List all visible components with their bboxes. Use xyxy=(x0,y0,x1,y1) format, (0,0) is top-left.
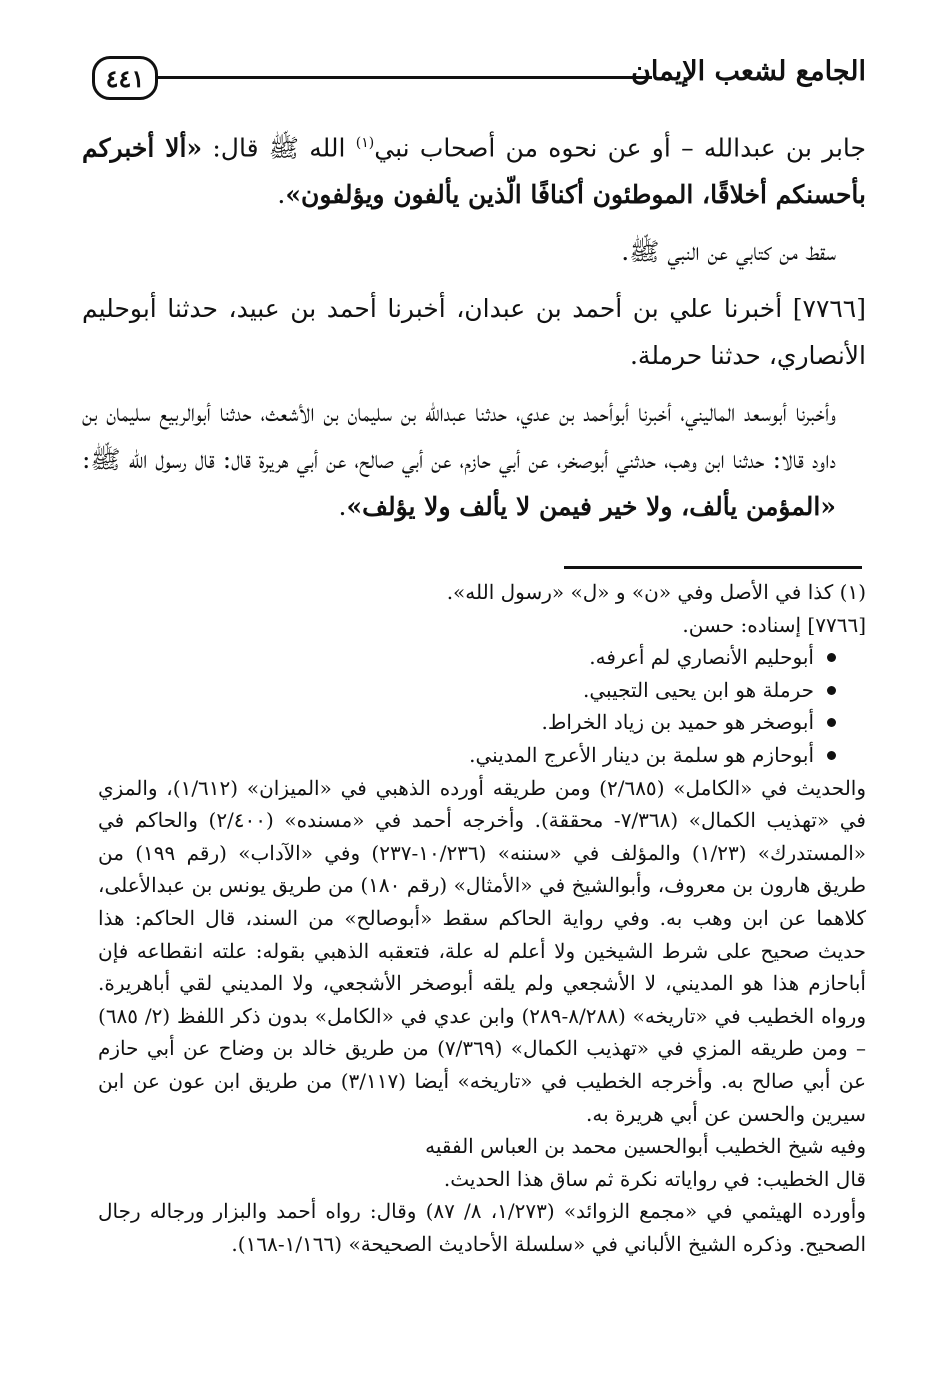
bullet-icon xyxy=(827,653,836,662)
page-number: ٤٤١ xyxy=(105,63,145,93)
header-rule xyxy=(158,76,652,79)
bullet-icon xyxy=(827,718,836,727)
footnote-takhrij: والحديث في «الكامل» (٢/٦٨٥) ومن طريقه أورده الذهبي في «الميزان» (١/٦١٢)، والمزي في «تهذيب الكمال» (٧/٣٦٨- محققة). وأخرجه أحمد في «مسنده» (٢/٤٠٠) والحاكم في «المستدرك» (١/٢٣) والمؤلف في «سننه» (١٠/٢٣٦-٢٣٧) وفي «الآداب» (رقم ١٩٩) من طريق هارون بن معروف، وأبوالشيخ في «الأمثال» (رقم ١٨٠) من طريق يونس بن عبدالأعلى، كلاهما عن ابن وهب به. وفي رواية الحاكم سقط «أبوصالح» من السند، قال الحاكم: هذا حديث صحيح على شرط الشيخين ولا أعلم له علة، فتعقبه الذهبي بقوله: علته انقطاعه فإن أباحازم هذا هو المديني، لا الأشجعي ولم يلقه أبوصخر الأشجعي، ولا المديني لقي أباهريرة. ورواه الخطيب في «تاريخه» (٨/٢٨٨-٢٨٩) وابن عدي في «الكامل» بدون ذكر اللفظ (٢/ ٦٨٥) – ومن طريقه المزي في «تهذيب الكمال» (٧/٣٦٩) من طريق خالد بن وضاح عن أبي حازم عن أبي صالح به. وأخرجه الخطيب في «تاريخه» أيضا (٣/١١٧) من طريق ابن عون عن ابن سيرين والحسن عن أبي هريرة به. xyxy=(98,775,867,1126)
list-item-text: أبوحليم الأنصاري لم أعرفه. xyxy=(589,645,814,670)
bullet-icon xyxy=(827,686,836,695)
paragraph-1 xyxy=(82,120,866,218)
footnote-sheikh: وفيه شيخ الخطيب أبوالحسين محمد بن العباس الفقيه xyxy=(425,1134,866,1159)
footnote-isnad: [٧٧٦٦] إسناده: حسن. xyxy=(682,612,866,637)
main-text xyxy=(82,120,866,530)
p1-text-b: الله ﷺ قال: xyxy=(202,133,356,163)
list-item-text: أبوصخر هو حميد بن زياد الخراط. xyxy=(541,710,814,735)
footnote-separator xyxy=(564,566,862,569)
list-item-text: حرملة هو ابن يحيى التجيبي. xyxy=(583,677,814,702)
p1-hadith-quote: «ألا أخبركم بأحسنكم أخلاقًا، الموطئون أكنافًا الّذين يألفون ويؤلفون» xyxy=(82,133,866,210)
list-item xyxy=(98,641,836,674)
list-item-text: أبوحازم هو سلمة بن دينار الأعرج المديني. xyxy=(469,742,814,767)
p4-end: . xyxy=(338,492,347,522)
list-item xyxy=(98,706,836,739)
list-item xyxy=(98,674,836,707)
p1-end: . xyxy=(277,180,286,210)
footnote-1: (١) كذا في الأصل وفي «ن» و «ل» «رسول الله». xyxy=(446,580,866,604)
page-number-box xyxy=(92,56,158,100)
footnote-ref-1: (١) xyxy=(355,135,375,151)
footnote-khatib: قال الخطيب: في رواياته نكرة ثم ساق هذا الحديث. xyxy=(443,1166,866,1191)
p4-hadith-quote: «المؤمن يألف، ولا خير فيمن لا يألف ولا يؤلف» xyxy=(346,492,836,522)
p1-text-a: جابر بن عبدالله – أو عن نحوه من أصحاب نبي xyxy=(374,133,866,163)
paragraph-3: [٧٧٦٦] أخبرنا علي بن أحمد بن عبدان، أخبرنا أحمد بن عبيد، حدثنا أبوحليم الأنصاري، حدثنا حرملة. xyxy=(82,294,866,371)
bullet-icon xyxy=(827,751,836,760)
paragraph-2: سقط من كتابي عن النبي ﷺ. xyxy=(621,237,836,267)
narrator-list xyxy=(98,641,866,771)
paragraph-4 xyxy=(82,389,866,530)
book-title: الجامع لشعب الإيمان xyxy=(631,56,866,87)
p4-text: وأخبرنا أبوسعد الماليني، أخبرنا أبوأحمد بن عدي، حدثنا عبدالله بن سليمان بن الأشعث، حدثنا أبوالربيع سليمان بن داود قالا: حدثنا ابن وهب، حدثني أبوصخر، عن أبي حازم، عن أبي صالح، عن أبي هريرة قال: قال رسول الله ﷺ: xyxy=(82,398,836,475)
footnote-haythami: وأورده الهيثمي في «مجمع الزوائد» (١/٢٧٣، ٨/ ٨٧) وقال: رواه أحمد والبزار ورجاله رجال الصحيح. وذكره الشيخ الألباني في «سلسلة الأحاديث الصحيحة» (١/١٦٦-١٦٨). xyxy=(98,1199,866,1256)
footnotes xyxy=(98,576,866,1260)
page-header xyxy=(80,50,866,112)
list-item xyxy=(98,739,836,772)
